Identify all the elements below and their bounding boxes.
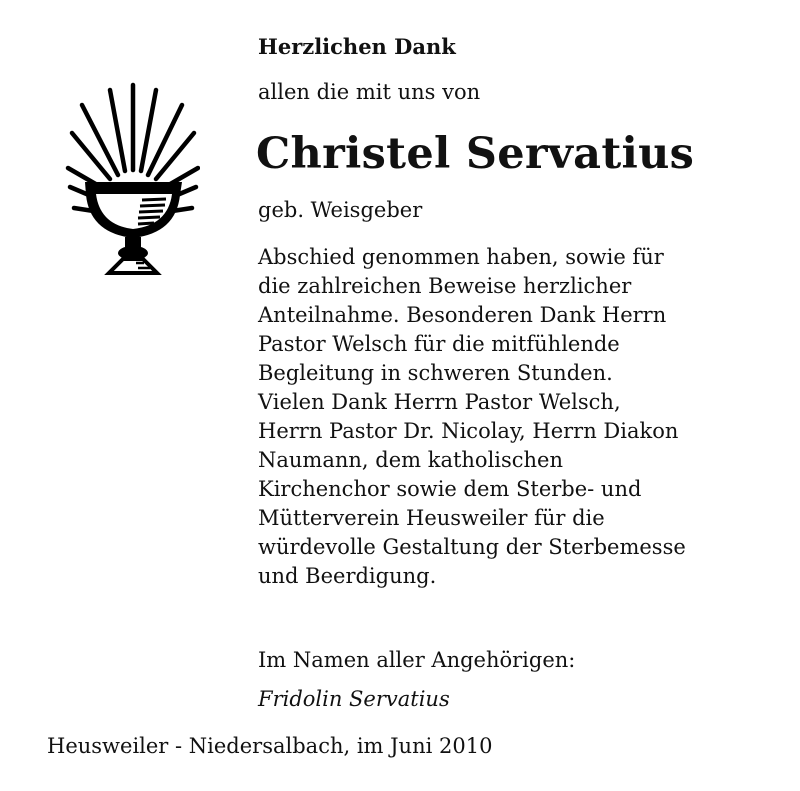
signature: Fridolin Servatius [258, 687, 450, 711]
body-line: Kirchenchor sowie dem Sterbe- und [258, 477, 642, 501]
body-line: Naumann, dem katholischen [258, 448, 564, 472]
body-line: Herrn Pastor Dr. Nicolay, Herrn Diakon [258, 419, 679, 443]
birth-name: geb. Weisgeber [258, 198, 423, 222]
body-line: die zahlreichen Beweise herzlicher [258, 274, 632, 298]
intro-text: allen die mit uns von [258, 80, 481, 104]
deceased-name: Christel Servatius [256, 129, 695, 179]
body-text [258, 243, 686, 591]
body-line: Mütterverein Heusweiler für die [258, 506, 605, 530]
body-line: Abschied genommen haben, sowie für [258, 245, 664, 269]
heading: Herzlichen Dank [258, 34, 456, 59]
body-line: und Beerdigung. [258, 564, 437, 588]
place-date: Heusweiler - Niedersalbach, im Juni 2010 [47, 734, 493, 758]
closing-text: Im Namen aller Angehörigen: [258, 648, 576, 672]
body-line: würdevolle Gestaltung der Sterbemesse [258, 535, 686, 559]
chalice-icon [60, 75, 200, 285]
body-line: Vielen Dank Herrn Pastor Welsch, [258, 390, 621, 414]
body-line: Anteilnahme. Besonderen Dank Herrn [258, 303, 667, 327]
body-line: Pastor Welsch für die mitfühlende [258, 332, 620, 356]
body-line: Begleitung in schweren Stunden. [258, 361, 613, 385]
